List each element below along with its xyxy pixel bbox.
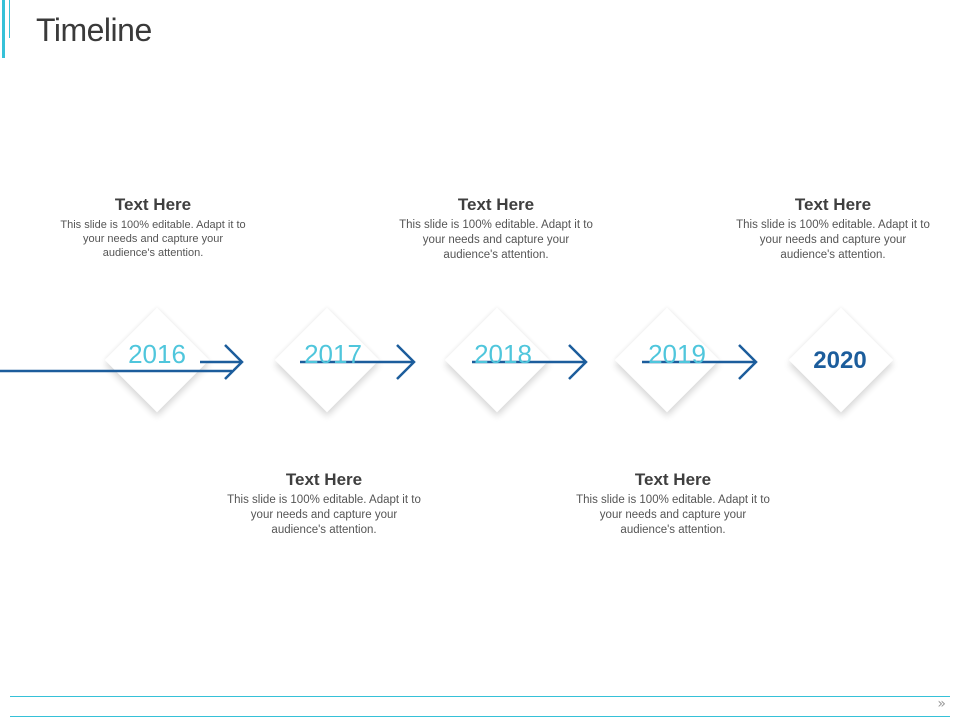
milestone-body: This slide is 100% editable. Adapt it to your needs and capture your audience's attention. xyxy=(227,494,421,536)
milestone-top-1 xyxy=(57,195,249,260)
footer-divider-bottom xyxy=(10,716,950,717)
milestone-top-2 xyxy=(396,195,596,263)
milestone-bottom-1 xyxy=(224,470,424,538)
milestone-heading: Text Here xyxy=(457,195,535,214)
milestone-heading: Text Here xyxy=(285,470,363,489)
milestone-bottom-2 xyxy=(573,470,773,538)
next-slide-icon[interactable]: » xyxy=(937,696,946,712)
year-label-2018: 2018 xyxy=(474,339,532,369)
year-label-2017: 2017 xyxy=(304,339,362,369)
milestone-body: This slide is 100% editable. Adapt it to your needs and capture your audience's attention. xyxy=(736,219,930,261)
milestone-top-3 xyxy=(733,195,933,263)
milestone-body: This slide is 100% editable. Adapt it to your needs and capture your audience's attention. xyxy=(60,219,246,259)
milestone-heading: Text Here xyxy=(794,195,872,214)
year-label-2020: 2020 xyxy=(813,347,867,374)
year-label-2016: 2016 xyxy=(128,339,186,369)
milestone-heading: Text Here xyxy=(634,470,712,489)
milestone-body: This slide is 100% editable. Adapt it to your needs and capture your audience's attention. xyxy=(399,219,593,261)
milestone-heading: Text Here xyxy=(114,195,192,214)
milestone-body: This slide is 100% editable. Adapt it to your needs and capture your audience's attention. xyxy=(576,494,770,536)
page-title: Timeline xyxy=(36,12,152,48)
year-label-2019: 2019 xyxy=(648,339,706,369)
footer-divider-top xyxy=(10,696,950,697)
